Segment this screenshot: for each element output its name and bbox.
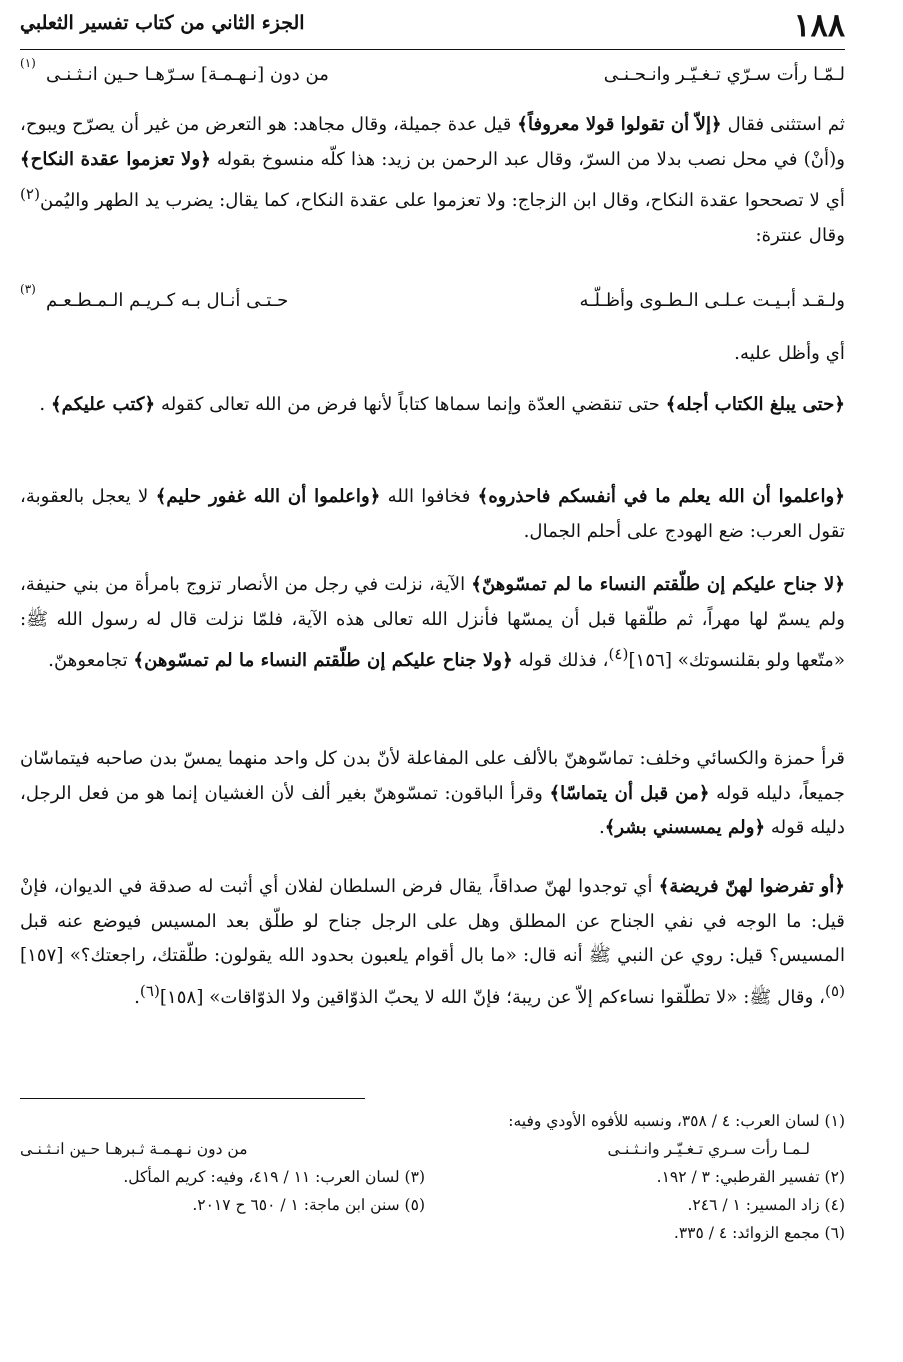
paragraph bbox=[20, 388, 845, 423]
text: . bbox=[39, 394, 51, 415]
footnote-marker: (١) bbox=[20, 56, 36, 70]
quran-quote: ﴿أو تفرضوا لهنّ فريضة﴾ bbox=[658, 876, 846, 897]
text: أي توجدوا لهنّ صداقاً، يقال فرض السلطان لفلان أي أثبت له صدقة في الديوان، فإنْ قيل: ما الوجه في نفي الجناح عن المطلق وهل على الرجل جناح لو طلّق بعد المسيس فيوضع عنه قبل المسيس؟ قيل: روي عن النبي ﷺ أنه قال: «ما بال أقوام يلعبون بحدود الله يقولون: طلّقتك، راجعتك؟» [١٥٧] bbox=[20, 876, 845, 966]
footnote-marker: (٥) bbox=[825, 981, 845, 1000]
quran-quote: ﴿إلاّ أن تقولوا قولا معروفاً﴾ bbox=[517, 114, 722, 135]
text: . bbox=[598, 817, 605, 838]
paragraph bbox=[20, 568, 845, 679]
quran-quote: ﴿ولم يمسسني بشر﴾ bbox=[604, 817, 766, 838]
text: الآية، نزلت في رجل من الأنصار تزوج بامرأة من بني حنيفة، ولم يسمّ لها مهراً، ثم طلّقها قبل أن يمسّها فأنزل الله تعالى هذه الآية، فلمّا نزلت قال له رسول الله ﷺ: «متّعها ولو بقلنسوتك» [١٥٦] bbox=[20, 574, 845, 672]
footnote-6: (٦) مجمع الزوائد: ٤ / ٣٣٥. bbox=[673, 1224, 845, 1242]
footnote-row bbox=[20, 1163, 845, 1191]
verse-hemistich-left: حـتـى أنـال بـه كـريـم الـمـطـعـم bbox=[46, 290, 289, 311]
footnote-row bbox=[20, 1219, 845, 1247]
quran-quote: ﴿لا جناح عليكم إن طلّقتم النساء ما لم تمسّوهنّ﴾ bbox=[471, 574, 845, 595]
text: قيل عدة جميلة، وقال مجاهد: هو التعرض من غير أن يصرّح ويبوح، و(أنْ) في محل نصب بدلا من السرّ، وقال عبد الرحمن بن زيد: هذا كلّه منسوخ بقوله bbox=[20, 114, 845, 170]
quran-quote: ﴿ولا جناح عليكم إن طلّقتم النساء ما لم تمسّوهن﴾ bbox=[133, 650, 513, 672]
quran-quote: ﴿واعلموا أن الله غفور حليم﴾ bbox=[155, 486, 381, 507]
footnote-verse-left: من دون نـهـمـة ثـبرهـا حـين انـثـنـى bbox=[20, 1140, 248, 1158]
text: ثم استثنى فقال bbox=[721, 114, 845, 135]
text: وقال عنترة: bbox=[755, 224, 845, 246]
quran-quote: ﴿حتى يبلغ الكتاب أجله﴾ bbox=[665, 394, 845, 415]
verse-hemistich-right: ولـقـد أبـيـت عـلـى الـطـوى وأظـلّـه bbox=[579, 290, 845, 311]
footnote-marker: (٦) bbox=[139, 981, 160, 1000]
paragraph bbox=[20, 742, 845, 846]
text: . bbox=[134, 986, 140, 1008]
text: فخافوا الله bbox=[380, 486, 478, 507]
quran-quote: ﴿من قبل أن يتماسّا﴾ bbox=[549, 782, 710, 804]
footnote-3: (٣) لسان العرب: ١١ / ٤١٩، وفيه: كريم المأكل. bbox=[123, 1168, 425, 1186]
footnote-2: (٢) تفسير القرطبي: ٣ / ١٩٢. bbox=[656, 1168, 845, 1186]
running-title: الجزء الثاني من كتاب تفسير الثعلبي bbox=[20, 12, 305, 34]
quran-quote: ﴿واعلموا أن الله يعلم ما في أنفسكم فاحذروه﴾ bbox=[477, 486, 845, 507]
text: حتى تنقضي العدّة وإنما سماها كتاباً لأنها فرض من الله تعالى كقوله bbox=[155, 394, 666, 415]
page-header bbox=[20, 4, 845, 50]
text: قرأ حمزة والكسائي وخلف: تماسّوهنّ بالألف على المفاعلة لأنّ بدن كل واحد منهما يمسّ بدن صاحبه فيتماسّان جميعاً، دليله قوله bbox=[20, 748, 846, 804]
footnote-row bbox=[20, 1191, 845, 1219]
footnote-1: (١) لسان العرب: ٤ / ٣٥٨، ونسبه للأفوه الأودي وفيه: bbox=[508, 1112, 845, 1130]
paragraph bbox=[20, 870, 845, 1015]
text: لا يعجل بالعقوبة، تقول العرب: ضع الهودج على أحلم الجمال. bbox=[20, 486, 845, 542]
text: ، فذلك قوله bbox=[512, 650, 609, 672]
paragraph bbox=[20, 480, 845, 549]
footnote-marker: (٢) bbox=[20, 185, 40, 203]
footnote-verse bbox=[20, 1135, 845, 1163]
header-rule bbox=[20, 49, 845, 50]
footnote-marker: (٣) bbox=[20, 282, 36, 296]
page-number: ١٨٨ bbox=[793, 6, 845, 44]
paragraph bbox=[20, 337, 845, 372]
verse-hemistich-right: لـمّـا رأت سـرّي تـغـيّـر وانـحـنـى bbox=[603, 64, 845, 85]
footnote-marker: (٤) bbox=[608, 645, 629, 663]
footnotes bbox=[20, 1107, 845, 1247]
quran-quote: ﴿ولا تعزموا عقدة النكاح﴾ bbox=[20, 148, 211, 170]
verse-hemistich-left: من دون [نـهـمـة] سـرّهـا حـين انـثـنـى bbox=[46, 64, 329, 85]
footnote-verse-right: لـمـا رأت سـري تـغـيّـر وانـثـنـى bbox=[607, 1140, 810, 1158]
footnote-separator bbox=[20, 1098, 365, 1099]
text: ، وقال ﷺ: «لا تطلّقوا نساءكم إلاّ عن ريبة؛ فإنّ الله لا يحبّ الذوّاقين ولا الذوّاقات» [١٥٨] bbox=[159, 986, 826, 1008]
verse-line bbox=[20, 282, 845, 322]
footnote-row bbox=[20, 1107, 845, 1135]
text: أي وأظل عليه. bbox=[734, 343, 845, 364]
footnote-5: (٥) سنن ابن ماجة: ١ / ٦٥٠ ح ٢٠١٧. bbox=[192, 1196, 425, 1214]
footnote-4: (٤) زاد المسير: ١ / ٢٤٦. bbox=[687, 1196, 845, 1214]
paragraph bbox=[20, 108, 845, 253]
text: تجامعوهنّ. bbox=[48, 650, 134, 672]
verse-line bbox=[20, 56, 845, 96]
text: وقرأ الباقون: تمسّوهنّ بغير ألف لأن الغشيان إنما هو من فعل الرجل، دليله قوله bbox=[20, 782, 845, 838]
quran-quote: ﴿كتب عليكم﴾ bbox=[51, 394, 156, 415]
text: أي لا تصححوا عقدة النكاح، وقال ابن الزجاج: ولا تعزموا على عقدة النكاح، كما يقال: يضرب يد الطهر واليُمن bbox=[39, 190, 845, 212]
